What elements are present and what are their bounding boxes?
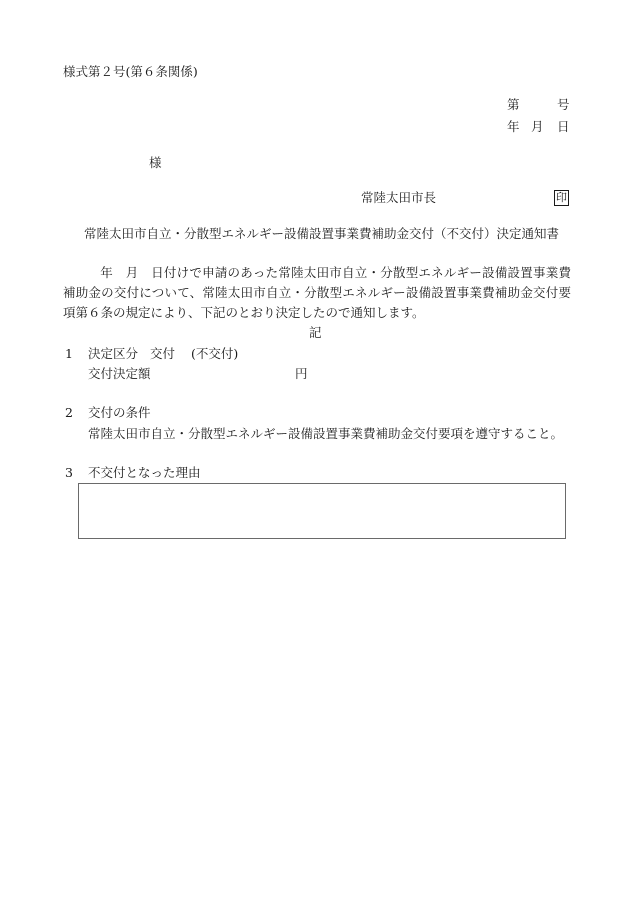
ki-heading: 記: [309, 325, 322, 340]
section-2-number: 2: [65, 405, 73, 420]
section-1-label: 決定区分: [88, 346, 139, 361]
seal-mark: 印: [556, 191, 567, 204]
date-day-label: 日: [557, 119, 570, 134]
decision-type-value: 交付: [150, 346, 176, 361]
grant-amount-unit: 円: [295, 366, 308, 381]
notice-body-text: 年 月 日付けで申請のあった常陸太田市自立・分散型エネルギー設備設置事業費補助金の交付について、常陸太田市自立・分散型エネルギー設備設置事業費補助金交付要項第６条の規定により、下記のとおり決定したので通知します。: [63, 265, 571, 320]
decision-type-alternative: (不交付): [191, 346, 239, 361]
document-title: 常陸太田市自立・分散型エネルギー設備設置事業費補助金交付（不交付）決定通知書: [84, 226, 560, 241]
document-number-label: 第: [507, 97, 520, 112]
section-3-number: 3: [65, 465, 73, 480]
form-number: 様式第２号(第６条関係): [63, 64, 198, 79]
section-3-label: 不交付となった理由: [88, 465, 201, 480]
addressee-honorific: 様: [149, 155, 162, 170]
grant-amount-label: 交付決定額: [88, 366, 151, 381]
notice-body: [63, 263, 571, 323]
non-grant-reason-box: [78, 483, 566, 539]
grant-conditions-text: 常陸太田市自立・分散型エネルギー設備設置事業費補助金交付要項を遵守すること。: [88, 426, 564, 441]
document-number-suffix: 号: [557, 97, 570, 112]
section-1-number: 1: [65, 346, 73, 361]
date-year-label: 年: [507, 119, 520, 134]
issuer-title: 常陸太田市長: [361, 190, 437, 205]
section-2-label: 交付の条件: [88, 405, 151, 420]
date-month-label: 月: [531, 119, 544, 134]
